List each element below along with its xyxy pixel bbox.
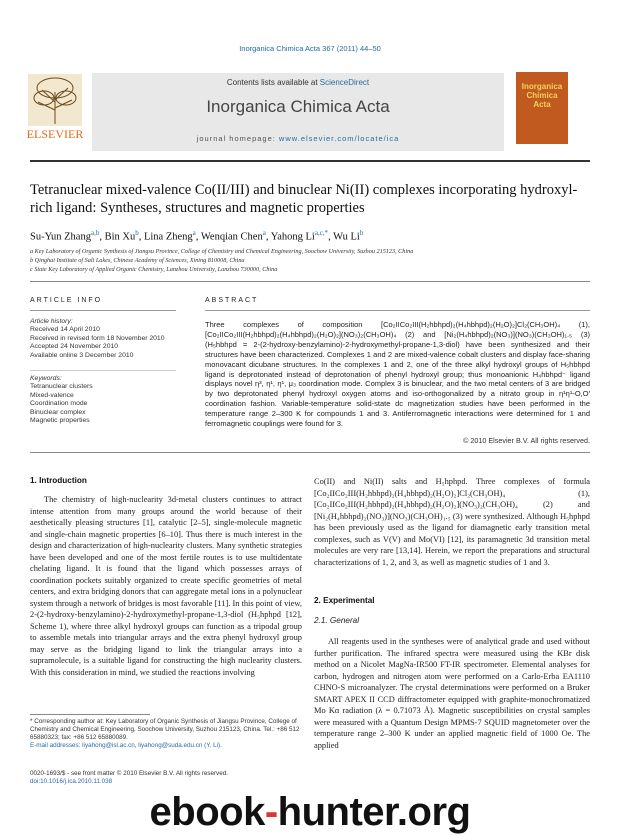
article-history <box>30 318 176 360</box>
author-affiliation-mark[interactable]: a <box>262 229 266 237</box>
general-text: All reagents used in the syntheses were of analytical grade and used without further purification. The infrared spectra were measured using the KBr disk method on a Nicolet MagNa-IR500 FT-IR spectrometer. Elemental analyses for carbon, hydrogen and nitrogen atom were performed on a Carlo-Erba EA1110 CHNO-S microanalyzer. The crystal determinations were performed on a Bruker SMART APEX II CCD diffractometer equipped with graphite-monochromatized Mo Kα radiation (λ = 0.71073 Å). Magnetic susceptibilities on crystal samples were measured with a Quantum Design MPMS-7 SQUID magnetometer over the temperature range 2–300 K under an applied magnetic field of 1000 Oe. The applied <box>314 637 590 750</box>
elsevier-logo <box>20 72 90 144</box>
keyword-item: Mixed-valence <box>30 391 74 399</box>
author-name: Wenqian Chen <box>200 231 263 243</box>
journal-name: Inorganica Chimica Acta <box>206 97 390 116</box>
keywords <box>30 375 176 425</box>
keyword-item: Binuclear complex <box>30 408 86 416</box>
article-info-heading: ARTICLE INFO <box>30 297 103 304</box>
keywords-label: Keywords: <box>30 375 62 382</box>
footnote-rule <box>30 714 150 715</box>
ebook-hunter-watermark: ebook-hunter.org <box>149 790 471 834</box>
elsevier-wordmark: ELSEVIER <box>26 127 84 141</box>
general-subheading: 2.1. General <box>314 616 360 625</box>
author-affiliation-mark[interactable]: b <box>135 229 139 237</box>
corresponding-author-footnote <box>30 718 302 750</box>
author-name: Wu Li <box>333 231 360 243</box>
abstract-divider <box>30 452 590 453</box>
journal-citation[interactable]: Inorganica Chimica Acta 367 (2011) 44–50 <box>239 44 381 53</box>
history-label: Article history: <box>30 318 73 325</box>
intro-continued: Co(II) and Ni(II) salts and H₅hphpd. Three complexes of formula [Co₂IICo₂III(H₂hbhpd)₂(H₄hbhpd)₂(H₂O)₂]Cl₂(CH₃OH)₄ (1), [Co₂IICo₂III(H₂hbhpd)₂(H₄hbhpd)₂(H₂O)₂](NO₃)₂(CH₃OH)₄ (2) and [Ni₂(H₄hbhpd)₂(NO₃)](NO₃)(CH₃OH)₁.₅ (3) were synthesized. Although H₅hphpd has been previously used as the ligand for diamagnetic early transition metal complexes, such as V(V) and Mo(VI) [12], its paramagnetic 3d transition metal molecules are very rare [13,14]. Herein, we report the preparations and structural characterizations of 1, 2, and 3, as well as magnetic studies of 1 and 3. <box>314 477 590 567</box>
journal-homepage: journal homepage: www.elsevier.com/locate/ica <box>196 134 400 143</box>
issn-doi <box>30 770 302 786</box>
author-list: Su-Yun Zhang$^{a,b}$, Bin Xu$^b$, Lina Zheng$^a$, Wenqian Chen$^a$, Yahong $Li^{a,c,*}$, Wu Li$^b$ <box>30 229 364 243</box>
author-affiliation-mark[interactable]: a,b <box>90 229 100 237</box>
experimental-heading: 2. Experimental <box>314 596 375 605</box>
intro-text: The chemistry of high-nuclearity 3d-metal clusters continues to attract intense attention from many groups around the world because of their aesthetically pleasing structures [1], catalytic [2–5], single-molecule magnetic and single-chain magnetic properties [6–10]. Thus there is much interest in the design and characterization of high-nuclearity clusters. Many synthetic strategies have been developed and one of the most fertile routes is to use multidentate chelating ligand. It is found that the ligand which possesses arrays of coordination pockets suitably organized to create specific geometries of metal centers, and extra bridging donors that can aggregate metal ions in a polynuclear system through a network of bridges is most favorable [11]. In this point of view, 2-(2-hydroxy-benzylamino)-2-hydroxymethyl-propane-1,3-diol (H₅hphpd [12], Scheme 1), where three alkyl hydroxyl groups can function as a tripodal group to assemble metals into triangular arrays and the extra phenyl hydroxyl group may serve as the bridging ligand to link the triangular arrays into a supramolecule, is a suitable ligand for constructing the high nuclearity clusters. With this consideration in mind, we studied the reactions involving <box>30 495 302 677</box>
author-name: Su-Yun Zhang <box>30 231 91 243</box>
author-affiliation-mark[interactable]: a <box>192 229 196 237</box>
history-received: Received 14 April 2010 <box>30 326 100 334</box>
affiliation-a: a Key Laboratory of Organic Synthesis of Jiangsu Province, College of Chemistry and Chemical Engineering, Soochow University, Suzhou 215123, China <box>30 248 414 255</box>
author-affiliation-mark[interactable]: b <box>359 229 364 237</box>
author-name: Bin Xu <box>104 231 136 243</box>
author-name: Yahong Li <box>270 231 315 243</box>
email-addresses[interactable]: E-mail addresses: liyahong@isl.ac.cn, liyahong@suda.edu.cn (Y. Li). <box>30 742 222 749</box>
affiliation-c: c State Key Laboratory of Applied Organic Chemistry, Lanzhou University, Lanzhou 730000, China <box>30 266 278 273</box>
keyword-item: Tetranuclear clusters <box>30 383 93 391</box>
affiliation-b: b Qinghai Institute of Salt Lakes, Chinese Academy of Sciences, Xining 810008, China <box>30 257 245 264</box>
author-name: Lina Zheng <box>143 231 193 243</box>
history-accepted: Accepted 24 November 2010 <box>30 343 119 351</box>
history-online: Available online 3 December 2010 <box>30 351 134 359</box>
article-title: Tetranuclear mixed-valence Co(II/III) and binuclear Ni(II) complexes incorporating hydroxyl-rich ligand: Syntheses, structures and magnetic properties <box>30 182 578 216</box>
keywords-rule <box>30 370 176 371</box>
contents-available: Contents lists available at ScienceDirect <box>226 78 370 87</box>
history-revised: Received in revised form 18 November 2010 <box>30 334 165 342</box>
copyright-notice: © 2010 Elsevier B.V. All rights reserved. <box>463 436 590 445</box>
journal-cover-thumbnail <box>516 72 568 144</box>
cover-title: Inorganica Chimica Acta <box>521 82 563 109</box>
abstract-heading: ABSTRACT <box>205 297 259 304</box>
keyword-item: Coordination mode <box>30 400 88 408</box>
intro-heading: 1. Introduction <box>30 476 87 485</box>
homepage-link[interactable]: www.elsevier.com/locate/ica <box>278 134 400 143</box>
abstract-text: Three complexes of composition [Co₂IICo₂III(H₂hbhpd)₂(H₄hbhpd)₂(H₂O)₂]Cl₂(CH₃OH)₄ (1), [Co₂IICo₂III(H₂hbhpd)₂(H₄hbhpd)₂(H₂O)₂](NO₃)₂(CH₃OH)₄ (2) and [Ni₂(H₄hbhpd)₂(NO₃)](NO₃)(CH₃OH)₁.₅ (3) (H₅hbhpd = 2-(2-hydroxy-benzylamino)-2-hydroxymethyl-propane-1,3-diol) have been synthesized and their structures have been characterized. Complexes 1 and 2 are mixed-valence cobalt clusters and display face-sharing monovacant dicubane structures. In the complexes 1 and 2, one of the three alkyl hydroxyl groups of H₅hbhpd ligand is deprotonated instead of deprotonation of phenyl hydroxyl group; thus monoanionic H₄hbhpd⁻ ligand displays novel η³, η¹, η¹, μ₃ coordination mode. Complex 3 is binuclear, and the two metal centers of 3 are bridged by two deprotonated phenyl hydroxyl oxygen atoms and iso-orthogonalized by a nitrato group in η¹η¹-O,O′ coordination fashion. Variable-temperature solid-state dc magnetization studies have been performed in the temperature range 2–300 K for compounds 1 and 3. Antiferromagnetic interactions were determined for 1 and ferromagnetic couplings were found for 3. <box>205 320 590 429</box>
abstract-rule <box>205 310 590 311</box>
sciencedirect-link[interactable]: ScienceDirect <box>319 78 370 87</box>
footnote-text: * Corresponding author at: Key Laboratory of Organic Synthesis of Jiangsu Province, College of Chemistry and Chemical Engineering, Soochow University, Suzhou 215123, China. Tel.: +86 512 65880323; fax: +86 512 65880089. <box>30 718 300 741</box>
keyword-item: Magnetic properties <box>30 417 90 425</box>
author-affiliation-mark[interactable]: a,c,* <box>314 229 329 237</box>
doi-link[interactable]: doi:10.1016/j.ica.2010.11.038 <box>30 778 113 785</box>
article-info-rule <box>30 310 176 311</box>
header-divider <box>30 160 590 162</box>
affiliation-divider <box>30 281 590 282</box>
issn-line: 0020-1693/$ - see front matter © 2010 Elsevier B.V. All rights reserved. <box>30 770 228 777</box>
